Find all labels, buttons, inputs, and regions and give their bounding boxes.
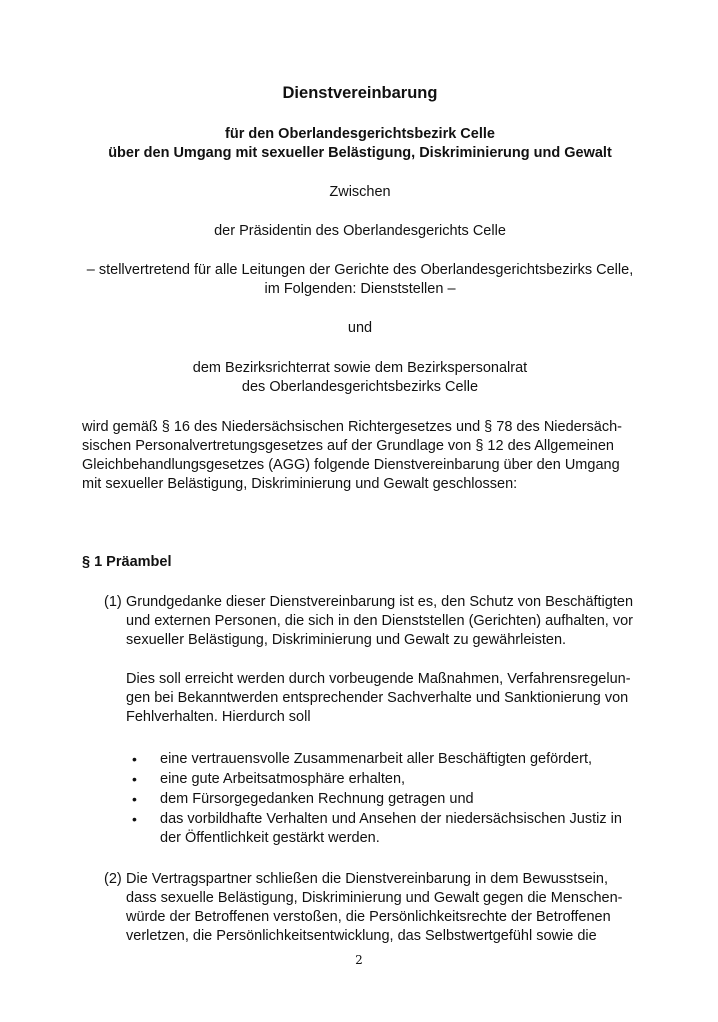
intro-line-3: Gleichbehandlungsgesetzes (AGG) folgende Dienstvereinbarung über den Umgang bbox=[82, 457, 620, 473]
bullet-item-3: dem Fürsorgegedanken Rechnung getragen und bbox=[160, 791, 474, 807]
intro-line-4: mit sexueller Belästigung, Diskriminierung und Gewalt geschlossen: bbox=[82, 476, 518, 492]
paragraph-2-line-2: dass sexuelle Belästigung, Diskriminierung und Gewalt gegen die Menschen- bbox=[126, 890, 623, 906]
party-1: der Präsidentin des Oberlandesgerichts Celle bbox=[214, 223, 506, 239]
bullet-icon: • bbox=[132, 791, 137, 807]
document-title: Dienstvereinbarung bbox=[282, 84, 438, 102]
paragraph-1-line-2: und externen Personen, die sich in den Dienststellen (Gerichten) aufhalten, vor bbox=[126, 613, 633, 629]
paragraph-1b-line-3: Fehlverhalten. Hierdurch soll bbox=[126, 709, 311, 725]
bullet-item-4-line-2: der Öffentlichkeit gestärkt werden. bbox=[160, 830, 380, 846]
bullet-item-2: eine gute Arbeitsatmosphäre erhalten, bbox=[160, 771, 406, 787]
party-2-line-2: des Oberlandesgerichtsbezirks Celle bbox=[241, 379, 479, 395]
paragraph-1b-line-1: Dies soll erreicht werden durch vorbeugende Maßnahmen, Verfahrensregelun- bbox=[126, 671, 631, 687]
intro-line-1 bbox=[82, 418, 637, 437]
intro-line-2: sischen Personalvertretungsgesetzes auf der Grundlage von § 12 des Allgemeinen bbox=[82, 438, 614, 454]
bullet-icon: • bbox=[132, 751, 137, 767]
party-2-line-1: dem Bezirksrichterrat sowie dem Bezirkspersonalrat bbox=[192, 360, 528, 376]
paragraph-2-line-3: würde der Betroffenen verstoßen, die Persönlichkeitsrechte der Betroffenen bbox=[126, 909, 611, 925]
bullet-item-1: eine vertrauensvolle Zusammenarbeit aller Beschäftigten gefördert, bbox=[160, 751, 593, 767]
bullet-item-4-line-1: das vorbildhafte Verhalten und Ansehen der niedersächsischen Justiz in bbox=[160, 811, 622, 827]
party-1-note-line-1: – stellvertretend für alle Leitungen der Gerichte des Oberlandesgerichtsbezirks Celle, bbox=[86, 262, 634, 278]
paragraph-2-line-1: Die Vertragspartner schließen die Dienstvereinbarung in dem Bewusstsein, bbox=[126, 871, 608, 887]
page-number: 2 bbox=[355, 953, 363, 967]
subtitle-line-2: über den Umgang mit sexueller Belästigung, Diskriminierung und Gewalt bbox=[108, 145, 612, 161]
bullet-icon: • bbox=[132, 771, 137, 787]
section-1-heading: § 1 Präambel bbox=[82, 554, 172, 570]
paragraph-1-line-1: Grundgedanke dieser Dienstvereinbarung ist es, den Schutz von Beschäftigten bbox=[126, 594, 634, 610]
intro-line-1-text: wird gemäß § 16 des Niedersächsischen Richtergesetzes und § 78 des Niedersäch- bbox=[82, 419, 623, 435]
bullet-icon: • bbox=[132, 811, 137, 827]
subtitle-line-1: für den Oberlandesgerichtsbezirk Celle bbox=[225, 126, 495, 142]
between-label: Zwischen bbox=[329, 184, 391, 200]
party-1-note-line-2: im Folgenden: Dienststellen – bbox=[264, 281, 456, 297]
paragraph-2-line-4: verletzen, die Persönlichkeitsentwicklung, das Selbstwertgefühl sowie die bbox=[126, 928, 597, 944]
paragraph-1b-line-2: gen bei Bekanntwerden entsprechender Sachverhalte und Sanktionierung von bbox=[126, 690, 629, 706]
and-label: und bbox=[347, 320, 373, 336]
paragraph-2-label: (2) bbox=[104, 871, 122, 887]
paragraph-1-line-3: sexueller Belästigung, Diskriminierung und Gewalt zu gewährleisten. bbox=[126, 632, 567, 648]
paragraph-1-label: (1) bbox=[104, 594, 122, 610]
